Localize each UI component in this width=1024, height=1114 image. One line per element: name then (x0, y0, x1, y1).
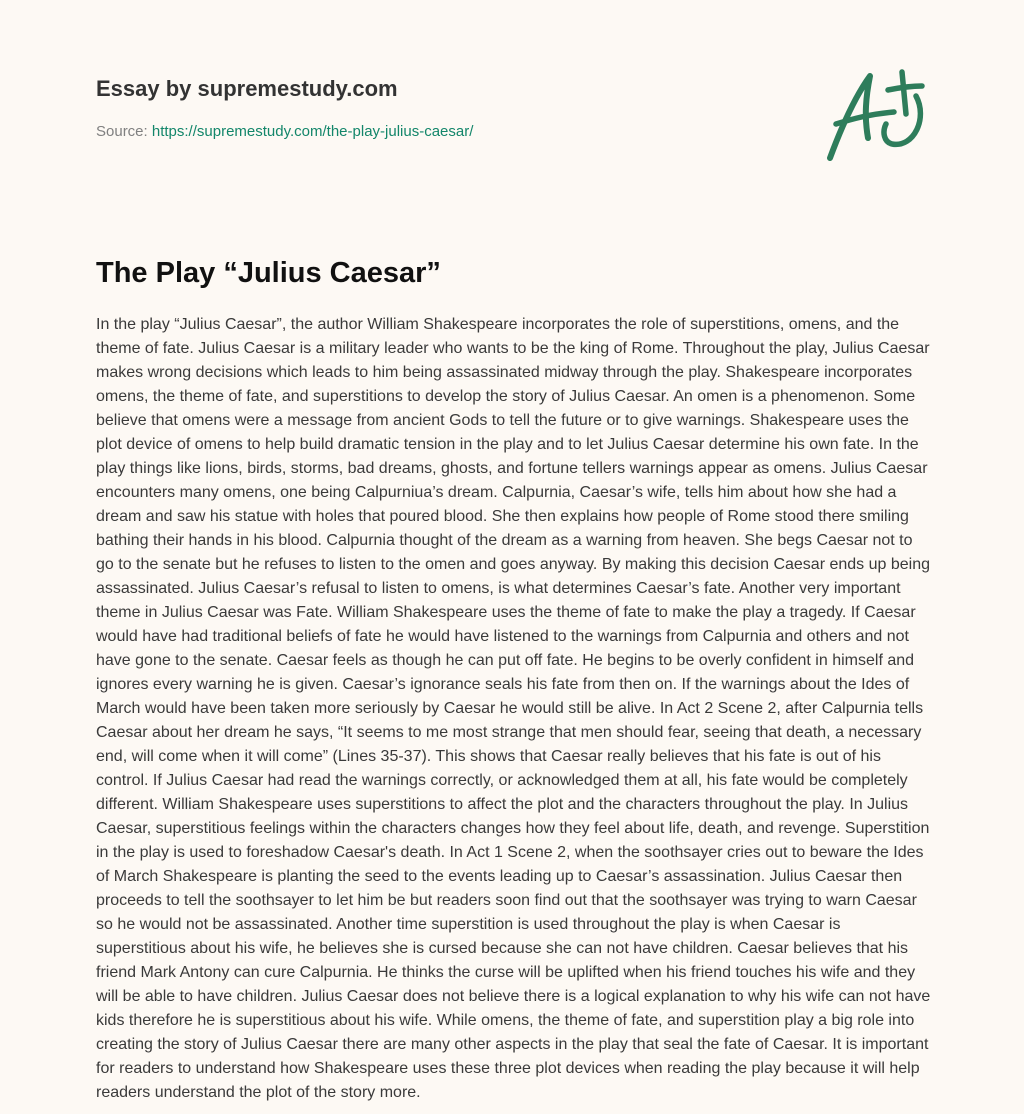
source-line (96, 122, 796, 142)
essay-title: The Play “Julius Caesar” (96, 257, 441, 289)
source-link[interactable]: https://supremestudy.com/the-play-julius-caesar/ (151, 123, 474, 140)
essay-body: In the play “Julius Caesar”, the author William Shakespeare incorporates the role of superstitions, omens, and the theme of fate. Julius Caesar is a military leader who wants to be the king of Rome. Throughout the play, Julius Caesar makes wrong decisions which leads to him being assassinated midway through the play. Shakespeare incorporates omens, the theme of fate, and superstitions to develop the story of Julius Caesar. An omen is a phenomenon. Some believe that omens were a message from ancient Gods to tell the future or to give warnings. Shakespeare uses the plot device of omens to help build dramatic tension in the play and to let Julius Caesar determine his own fate. In the play things like lions, birds, storms, bad dreams, ghosts, and fortune tellers warnings appear as omens. Julius Caesar encounters many omens, one being Calpurniua’s dream. Calpurnia, Caesar’s wife, tells him about how she had a dream and saw his statue with holes that poured blood. She then explains how people of Rome stood there smiling bathing their hands in his blood. Calpurnia thought of the dream as a warning from heaven. She begs Caesar not to go to the senate but he refuses to listen to the omen and goes anyway. By making this decision Caesar ends up being assassinated. Julius Caesar’s refusal to listen to omens, is what determines Caesar’s fate. Another very important theme in Julius Caesar was Fate. William Shakespeare uses the theme of fate to make the play a tragedy. If Caesar would have had traditional beliefs of fate he would have listened to the warnings from Calpurnia and others and not have gone to the senate. Caesar feels as though he can put off fate. He begins to be overly confident in himself and ignores every warning he is given. Caesar’s ignorance seals his fate from then on. If the warnings about the Ides of March would have been taken more seriously by Caesar he would still be alive. In Act 2 Scene 2, after Calpurnia tells Caesar about her dream he says, “It seems to me most strange that men should fear, seeing that death, a necessary end, will come when it will come” (Lines 35-37). This shows that Caesar really believes that his fate is out of his control. If Julius Caesar had read the warnings correctly, or acknowledged them at all, his fate would be completely different. William Shakespeare uses superstitions to affect the plot and the characters throughout the play. In Julius Caesar, superstitious feelings within the characters changes how they feel about life, death, and revenge. Superstition in the play is used to foreshadow Caesar's death. In Act 1 Scene 2, when the soothsayer cries out to beware the Ides of March Shakespeare is planting the seed to the events leading up to Caesar’s assassination. Julius Caesar then proceeds to tell the soothsayer to let him be but readers soon find out that the soothsayer was trying to warn Caesar so he would not be assassinated. Another time superstition is used throughout the play is when Caesar is superstitious about his wife, he believes she is cursed because she can not have children. Caesar believes that his friend Mark Antony can cure Calpurnia. He thinks the curse will be uplifted when his friend touches his wife and they will be able to have children. Julius Caesar does not believe there is a logical explanation to why his wife can not have kids therefore he is superstitious about his wife. While omens, the theme of fate, and superstition play a big role into creating the story of Julius Caesar there are many other aspects in the play that seal the fate of Caesar. It is important for readers to understand how Shakespeare uses these three plot devices when reading the play because it will help readers understand the plot of the story more. (96, 316, 931, 1101)
a-plus-grade-icon (818, 66, 930, 166)
source-label: Source: (96, 123, 148, 140)
site-title: Essay by supremestudy.com (96, 76, 398, 101)
page-header (96, 74, 796, 142)
